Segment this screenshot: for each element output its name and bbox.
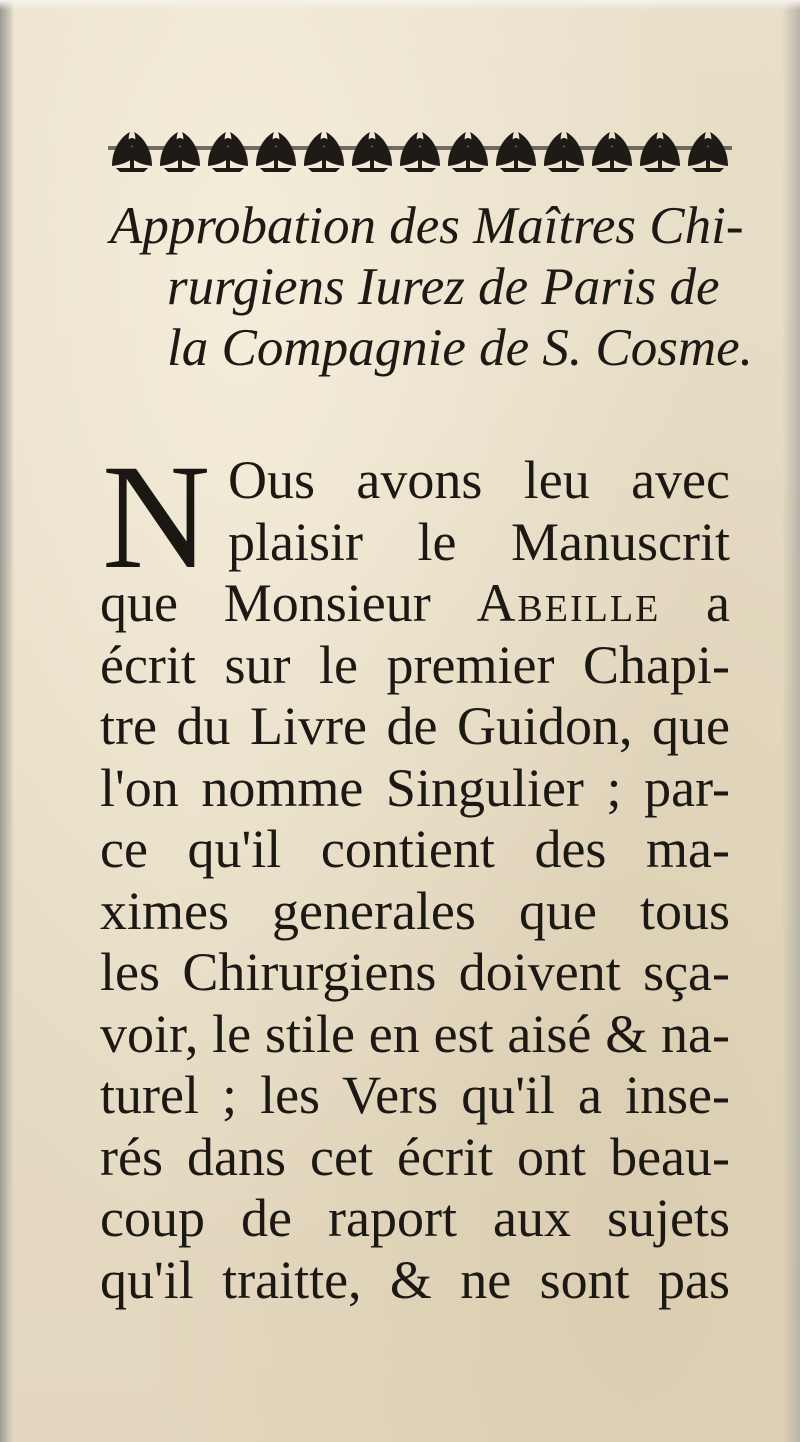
author-name: Abeille — [476, 573, 661, 633]
body-line-3 — [100, 573, 730, 635]
body-line-2: plaisir le Manuscrit — [228, 511, 730, 572]
body-line-9: les Chirurgiens doivent sça- — [100, 942, 730, 1002]
approbation-title — [110, 196, 753, 379]
body-line-8: ximes generales que tous — [100, 880, 730, 941]
page-left-edge — [0, 0, 14, 1442]
body-line-5: tre du Livre de Guidon, que — [100, 696, 730, 756]
fleuron-band-icon — [108, 128, 732, 172]
body-line-12: rés dans cet écrit ont beau- — [100, 1126, 730, 1187]
drop-cap: N — [102, 434, 211, 600]
body-line-1: Ous avons leu avec — [228, 450, 730, 510]
page-right-edge — [782, 0, 800, 1442]
body-line-14: qu'il traitte, & ne sont pas — [100, 1249, 730, 1310]
page-top-edge — [0, 0, 800, 10]
title-line-1: Approbation des Maîtres Chi- — [110, 197, 744, 255]
body-line-11: turel ; les Vers qu'il a inse- — [100, 1065, 730, 1125]
body-line-7: ce qu'il contient des ma- — [100, 819, 730, 879]
body-line-4: écrit sur le premier Chapi- — [100, 634, 730, 695]
body-line-3-end: a — [660, 573, 731, 633]
title-line-3: la Compagnie de S. Cosme. — [167, 319, 753, 377]
title-line-2: rurgiens Iurez de Paris de — [167, 258, 720, 316]
body-line-6: l'on nomme Singulier ; par- — [100, 757, 730, 818]
body-line-10: voir, le stile en est aisé & na- — [100, 1003, 730, 1064]
body-line-3-start: que Monsieur — [100, 573, 477, 633]
body-text — [100, 434, 731, 1311]
body-line-13: coup de raport aux sujets — [100, 1188, 730, 1248]
